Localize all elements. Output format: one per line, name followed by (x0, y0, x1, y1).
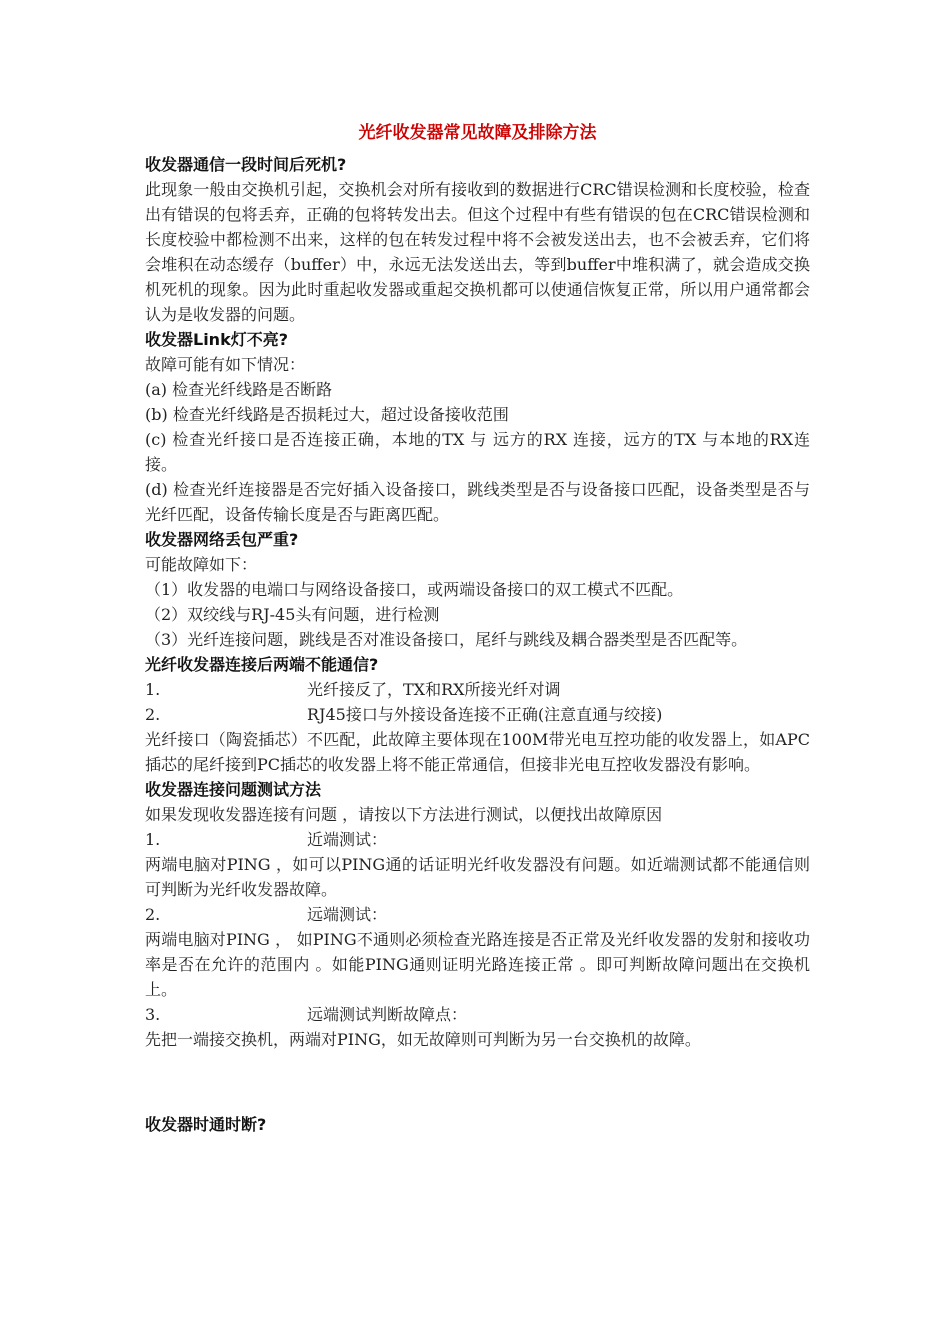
spacer (145, 1052, 810, 1112)
item-number: 1. (145, 680, 161, 699)
document-page (145, 118, 810, 1137)
list-item: （1）收发器的电端口与网络设备接口，或两端设备接口的双工模式不匹配。 (145, 580, 684, 599)
section-heading: 光纤收发器连接后两端不能通信? (145, 655, 379, 674)
numbered-item (145, 1002, 810, 1027)
item-label: 远端测试： (307, 905, 388, 924)
section-heading: 收发器Link灯不亮? (145, 330, 288, 349)
document-title: 光纤收发器常见故障及排除方法 (358, 123, 597, 143)
list-item: (a) 检查光纤线路是否断路 (145, 380, 333, 399)
item-label: 近端测试： (307, 830, 388, 849)
item-number: 2. (145, 705, 161, 724)
item-number: 3. (145, 1005, 161, 1024)
section-heading: 收发器连接问题测试方法 (145, 780, 322, 799)
paragraph: 两端电脑对PING ， 如PING不通则必须检查光路连接是否正常及光纤收发器的发射和接收功率是否在允许的范围内 。如能PING通则证明光路连接正常 。即可判断故障问题出在交换机上。 (145, 930, 810, 999)
numbered-item (145, 902, 810, 927)
numbered-item (145, 677, 810, 702)
list-item: (d) 检查光纤连接器是否完好插入设备接口，跳线类型是否与设备接口匹配，设备类型是否与光纤匹配，设备传输长度是否与距离匹配。 (145, 480, 810, 524)
item-label: 远端测试判断故障点： (307, 1005, 468, 1024)
paragraph: 可能故障如下： (145, 555, 258, 574)
item-text: RJ45接口与外接设备连接不正确(注意直通与绞接) (307, 705, 663, 724)
item-number: 2. (145, 905, 161, 924)
section-heading: 收发器网络丢包严重? (145, 530, 299, 549)
paragraph: 此现象一般由交换机引起，交换机会对所有接收到的数据进行CRC错误检测和长度校验，检查出有错误的包将丢弃，正确的包将转发出去。但这个过程中有些有错误的包在CRC错误检测和长度校验中都检测不出来，这样的包在转发过程中将不会被发送出去，也不会被丢弃，它们将会堆积在动态缓存（buffer）中，永远无法发送出去，等到buffer中堆积满了，就会造成交换机死机的现象。因为此时重起收发器或重起交换机都可以使通信恢复正常，所以用户通常都会认为是收发器的问题。 (145, 180, 810, 324)
paragraph: 如果发现收发器连接有问题 ，请按以下方法进行测试，以便找出故障原因 (145, 805, 663, 824)
numbered-item (145, 827, 810, 852)
item-text: 光纤接反了，TX和RX所接光纤对调 (307, 680, 561, 699)
paragraph: 故障可能有如下情况： (145, 355, 306, 374)
list-item: （3）光纤连接问题，跳线是否对准设备接口，尾纤与跳线及耦合器类型是否匹配等。 (145, 630, 748, 649)
list-item: （2）双绞线与RJ-45头有问题，进行检测 (145, 605, 440, 624)
item-number: 1. (145, 830, 161, 849)
list-item: (c) 检查光纤接口是否连接正确，本地的TX 与 远方的RX 连接，远方的TX 与本地的RX连接。 (145, 430, 810, 474)
paragraph: 两端电脑对PING ，如可以PING通的话证明光纤收发器没有问题。如近端测试都不能通信则可判断为光纤收发器故障。 (145, 855, 810, 899)
list-item: (b) 检查光纤线路是否损耗过大，超过设备接收范围 (145, 405, 509, 424)
section-heading: 收发器通信一段时间后死机? (145, 155, 347, 174)
paragraph: 先把一端接交换机，两端对PING，如无故障则可判断为另一台交换机的故障。 (145, 1030, 701, 1049)
numbered-item (145, 702, 810, 727)
section-heading: 收发器时通时断? (145, 1115, 267, 1134)
paragraph: 光纤接口（陶瓷插芯）不匹配，此故障主要体现在100M带光电互控功能的收发器上，如APC插芯的尾纤接到PC插芯的收发器上将不能正常通信，但接非光电互控收发器没有影响。 (145, 730, 810, 774)
